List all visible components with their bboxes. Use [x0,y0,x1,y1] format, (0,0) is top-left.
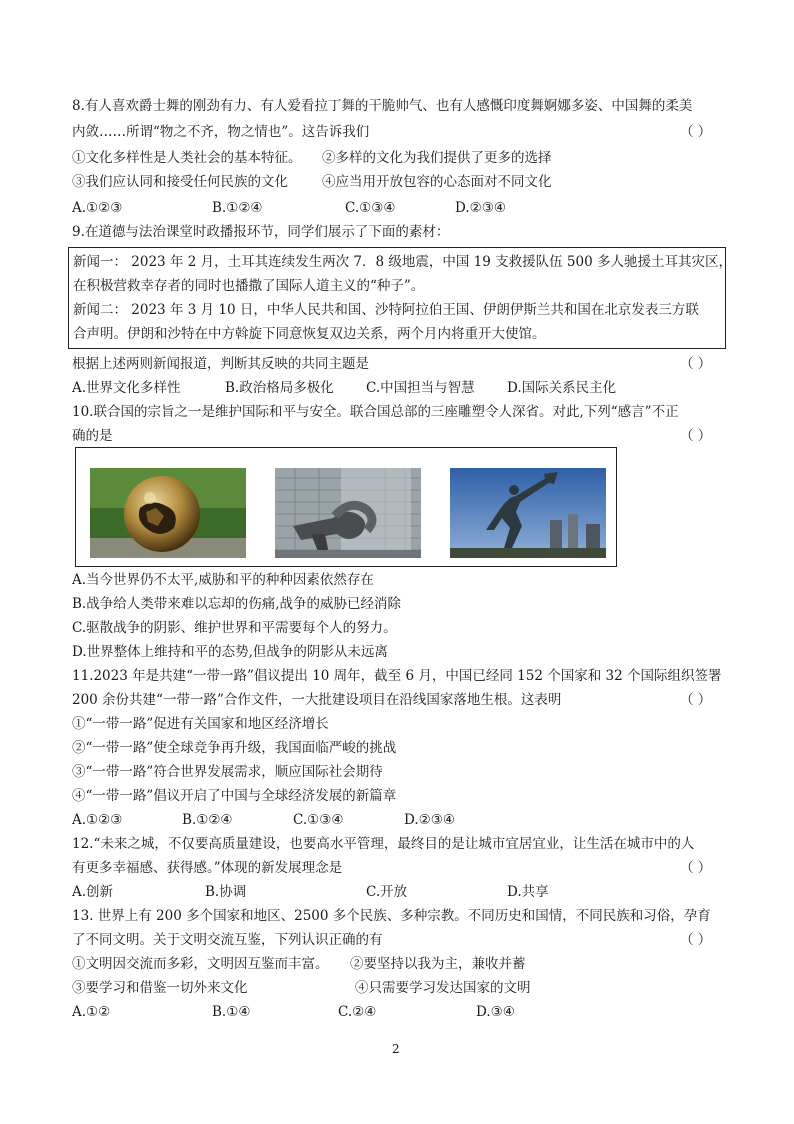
q13-option-a: A.①② [72,1004,111,1020]
q10-stem-line2: 确的是 [72,428,113,444]
news-box [68,247,732,349]
q12-option-c: C.开放 [366,884,408,900]
q8-statement-3: ③我们应认同和接受任何民族的文化 [72,174,288,190]
q10-answer-paren: （ ） [680,428,712,444]
q13-answer-paren: （ ） [680,932,712,948]
q9-stem-line1: 9.在道德与法治课堂时政播报环节，同学们展示了下面的素材： [72,224,450,240]
q9-option-a: A.世界文化多样性 [72,380,181,396]
q13-stem-line1: 13. 世界上有 200 多个国家和地区、2500 多个民族、多种宗教。不同历史和国情，不同民族和习俗，孕育 [72,908,711,924]
q13-statement-1: ①文明因交流而多彩，文明因互鉴而丰富。 [72,956,329,972]
q12-option-a: A.创新 [72,884,114,900]
q11-statement-1: ①“一带一路”促进有关国家和地区经济增长 [72,716,329,732]
q12-answer-paren: （ ） [680,860,712,876]
q13-statement-4: ④只需要学习发达国家的文明 [355,980,531,996]
q10-option-b: B.战争给人类带来难以忘却的伤痛,战争的威胁已经消除 [72,596,402,612]
q8-answer-paren: （ ） [680,124,712,140]
q13-option-b: B.①④ [212,1004,251,1020]
q8-statement-1: ①文化多样性是人类社会的基本特征。 [72,150,302,166]
q8-stem-line2: 内敛……所谓“物之不齐，物之情也”。这告诉我们 [72,124,370,140]
q10-option-c: C.驱散战争的阴影、维护世界和平需要每个人的努力。 [72,620,397,636]
q8-statement-2: ②多样的文化为我们提供了更多的选择 [322,150,552,166]
sphere-sculpture-photo [90,468,246,558]
q9-option-b: B.政治格局多极化 [225,380,334,396]
q11-stem-line2: 200 余份共建“一带一路”合作文件，一大批建设项目在沿线国家落地生根。这表明 [72,692,562,708]
news-2-line1: 新闻二： 2023 年 3 月 10 日，中华人民共和国、沙特阿拉伯王国、伊朗伊斯兰共和国在北京发表三方联 [73,302,699,318]
q8-statement-4: ④应当用开放包容的心态面对不同文化 [322,174,552,190]
q9-answer-paren: （ ） [680,356,712,372]
q12-option-d: D.共享 [507,884,549,900]
q12-stem-line1: 12.“未来之城，不仅要高质量建设，也要高水平管理，最终目的是让城市宜居宜业，让生活在城市中的人 [72,836,695,852]
q8-option-b: B.①②④ [212,200,263,216]
q11-statement-2: ②“一带一路”使全球竞争再升级，我国面临严峻的挑战 [72,740,397,756]
q13-statement-2: ②要坚持以我为主，兼收并蓄 [350,956,526,972]
q11-option-a: A.①②③ [72,812,123,828]
news-2-line2: 合声明。伊朗和沙特在中方斡旋下同意恢复双边关系，两个月内将重开大使馆。 [73,326,546,342]
news-1-line1: 新闻一： 2023 年 2 月，土耳其连续发生两次 7．8 级地震，中国 19 支救援队伍 500 多人驰援土耳其灾区， [73,254,732,270]
q12-stem-line2: 有更多幸福感、获得感。”体现的新发展理念是 [72,860,343,876]
q10-option-a: A.当今世界仍不太平,威胁和平的种种因素依然存在 [72,572,374,588]
q9-option-d: D.国际关系民主化 [507,380,617,396]
q9-question: 根据上述两则新闻报道，判断其反映的共同主题是 [72,356,369,372]
q11-option-b: B.①②④ [182,812,233,828]
q8-option-d: D.②③④ [455,200,506,216]
q13-option-d: D.③④ [476,1004,515,1020]
knotted-gun-sculpture-photo [275,468,421,558]
q11-statement-3: ③“一带一路”符合世界发展需求，顺应国际社会期待 [72,764,383,780]
q13-statement-3: ③要学习和借鉴一切外来文化 [72,980,248,996]
q11-option-c: C.①③④ [293,812,344,828]
q11-stem-line1: 11.2023 年是共建“一带一路”倡议提出 10 周年，截至 6 月，中国已经同 152 个国家和 32 个国际组织签署 [72,668,722,684]
news-1-line2: 在积极营救幸存者的同时也播撒了国际人道主义的“种子”。 [73,278,425,294]
q11-statement-4: ④“一带一路”倡议开启了中国与全球经济发展的新篇章 [72,788,397,804]
q10-option-d: D.世界整体上维持和平的态势,但战争的阴影从未远离 [72,644,388,660]
q13-stem-line2: 了不同文明。关于文明交流互鉴，下列认识正确的有 [72,932,383,948]
q10-stem-line1: 10.联合国的宗旨之一是维护国际和平与安全。联合国总部的三座雕塑令人深省。对此,下列“感言”不正 [72,404,679,420]
q8-option-a: A.①②③ [72,200,123,216]
sculpture-image-panel [75,447,617,567]
q8-option-c: C.①③④ [345,200,396,216]
q11-answer-paren: （ ） [680,692,712,708]
swords-into-plowshares-sculpture-photo [450,468,606,558]
q8-stem-line1: 8.有人喜欢爵士舞的刚劲有力、有人爱看拉丁舞的干脆帅气、也有人感慨印度舞婀娜多姿、中国舞的柔美 [72,98,693,114]
q12-option-b: B.协调 [205,884,247,900]
q11-option-d: D.②③④ [404,812,455,828]
page-number: 2 [392,1042,400,1056]
q13-option-c: C.②④ [338,1004,377,1020]
q9-option-c: C.中国担当与智慧 [366,380,475,396]
